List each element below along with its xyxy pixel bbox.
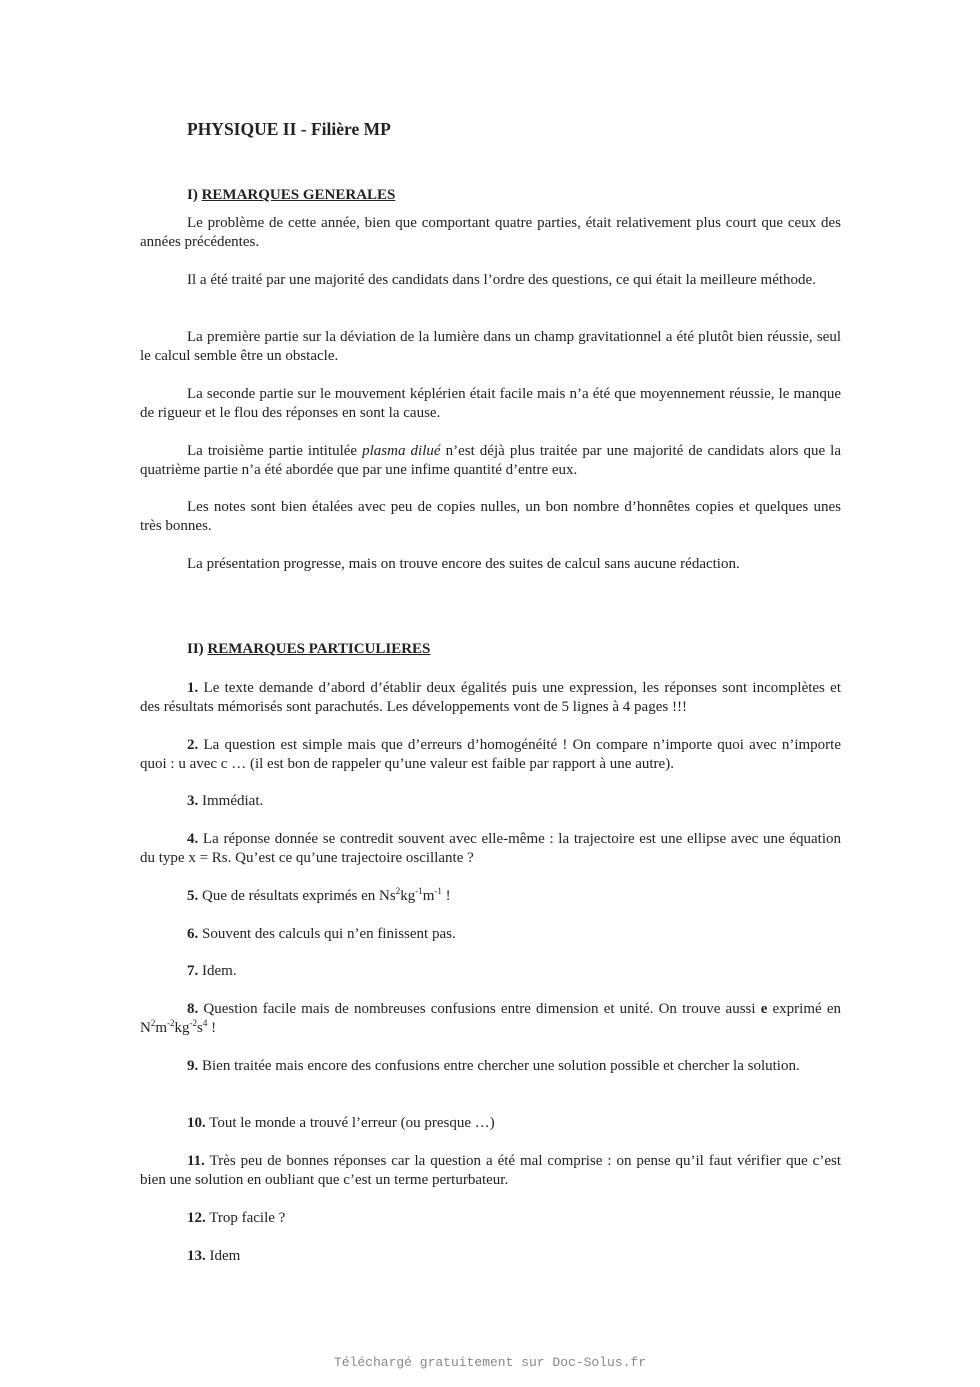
item-text: s (197, 1020, 203, 1036)
item-number: 3. (187, 793, 199, 809)
item-text: Tout le monde a trouvé l’erreur (ou presque …) (205, 1115, 495, 1131)
item-number: 13. (187, 1248, 206, 1264)
remark-item (140, 1114, 841, 1133)
item-number: 1. (187, 680, 199, 696)
section-number: I) (187, 187, 202, 203)
remark-item (140, 887, 841, 906)
superscript: -2 (189, 1018, 198, 1028)
paragraph: La première partie sur la déviation de la lumière dans un champ gravitationnel a été plutôt bien réussie, seul le calcul semble être un obstacle. (140, 329, 841, 364)
item-text: ! (207, 1020, 217, 1036)
item-number: 9. (187, 1058, 199, 1074)
section-title: REMARQUES PARTICULIERES (207, 641, 431, 657)
item-number: 12. (187, 1210, 206, 1226)
text: n’est déjà plus traitée par une majorité de candidats alors que la quatrième partie n’a été abordée que par une infime quantité d’entre eux. (140, 443, 841, 478)
section-heading-2 (187, 640, 430, 659)
paragraph: La présentation progresse, mais on trouve encore des suites de calcul sans aucune rédaction. (187, 556, 740, 572)
item-text: Bien traitée mais encore des confusions entre chercher une solution possible et chercher la solution. (198, 1058, 800, 1074)
remark-item (140, 1152, 841, 1190)
remark-item (140, 1209, 841, 1228)
item-text: m (422, 888, 435, 904)
item-number: 8. (187, 1001, 199, 1017)
section-heading-1 (187, 186, 395, 205)
item-text: Très peu de bonnes réponses car la question a été mal comprise : on pense qu’il faut vérifier que c’est bien une solution en oubliant que c’est un terme perturbateur. (140, 1153, 841, 1188)
item-text: Idem. (198, 963, 237, 979)
item-number: 2. (187, 737, 199, 753)
paragraph: La seconde partie sur le mouvement képlérien était facile mais n’a été que moyennement réussie, le manque de rigueur et le flou des réponses en sont la cause. (140, 386, 841, 421)
remark-item (140, 1000, 841, 1038)
item-text: Que de résultats exprimés en Ns (198, 888, 396, 904)
item-text: Trop facile ? (205, 1210, 286, 1226)
item-text: ! (441, 888, 451, 904)
item-text: kg (400, 888, 416, 904)
item-text: Souvent des calculs qui n’en finissent pas. (198, 926, 456, 942)
superscript: 2 (395, 886, 401, 896)
item-number: 10. (187, 1115, 206, 1131)
item-number: 11. (187, 1153, 205, 1169)
item-number: 4. (187, 831, 199, 847)
item-text: Idem (205, 1248, 241, 1264)
item-number: 5. (187, 888, 199, 904)
item-text: La réponse donnée se contredit souvent avec elle-même : la trajectoire est une ellipse avec une équation du type x = Rs. Qu’est ce qu’une trajectoire oscillante ? (140, 831, 841, 866)
remark-item (140, 736, 841, 774)
italic-text: plasma dilué (362, 443, 441, 459)
remark-item (140, 925, 841, 944)
remark-item (140, 792, 841, 811)
item-text: m (155, 1020, 168, 1036)
superscript: -2 (167, 1018, 175, 1028)
section-title: REMARQUES GENERALES (201, 187, 396, 203)
paragraph (140, 442, 841, 480)
item-text: Immédiat. (198, 793, 264, 809)
bold-symbol: e (760, 1001, 768, 1017)
paragraph: Le problème de cette année, bien que comportant quatre parties, était relativement plus court que ceux des années précédentes. (140, 215, 841, 250)
item-number: 7. (187, 963, 199, 979)
item-text: Le texte demande d’abord d’établir deux égalités puis une expression, les réponses sont incomplètes et des résultats mémorisés sont parachutés. Les développements vont de 5 lignes à 4 pages !!! (140, 680, 841, 715)
text: La troisième partie intitulée (187, 443, 363, 459)
page-title: PHYSIQUE II - Filière MP (187, 119, 391, 139)
paragraph: Les notes sont bien étalées avec peu de copies nulles, un bon nombre d’honnêtes copies et quelques unes très bonnes. (140, 499, 841, 534)
remark-item (140, 962, 841, 981)
download-footer: Téléchargé gratuitement sur Doc-Solus.fr (333, 1355, 647, 1370)
remark-item (140, 830, 841, 868)
superscript: -1 (434, 886, 442, 896)
remark-item (140, 1247, 841, 1266)
item-text: Question facile mais de nombreuses confusions entre dimension et unité. On trouve aussi (198, 1001, 761, 1017)
item-text: La question est simple mais que d’erreurs d’homogénéité ! On compare n’importe quoi avec n’importe quoi : u avec c … (il est bon de rappeler qu’une valeur est faible par rapport à une autre). (140, 737, 841, 772)
superscript: 4 (202, 1018, 208, 1028)
item-text: kg (174, 1020, 190, 1036)
paragraph: Il a été traité par une majorité des candidats dans l’ordre des questions, ce qui était la meilleure méthode. (187, 272, 816, 288)
remark-item (140, 1057, 841, 1076)
item-number: 6. (187, 926, 199, 942)
section-number: II) (187, 641, 208, 657)
superscript: -1 (415, 886, 423, 896)
item-text: exprimé en N (140, 1001, 841, 1036)
remark-item (140, 679, 841, 717)
superscript: 2 (150, 1018, 156, 1028)
